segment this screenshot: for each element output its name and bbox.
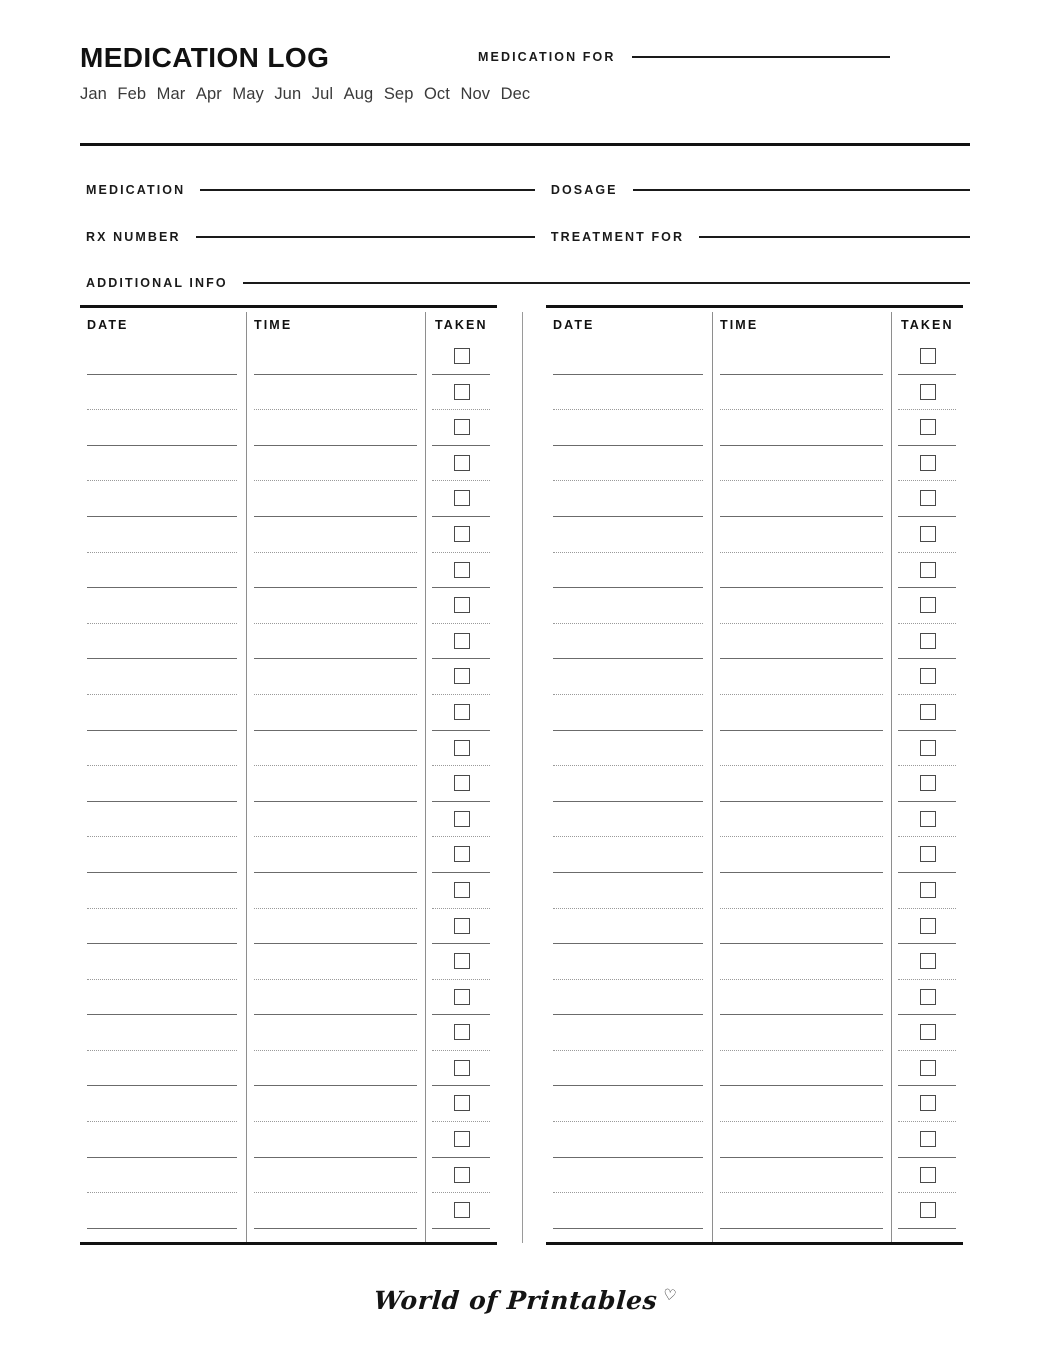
table-row[interactable] (426, 873, 498, 909)
field-row-1 (86, 178, 970, 202)
table-row[interactable] (80, 1193, 246, 1229)
taken-checkbox[interactable] (454, 704, 470, 720)
table-row[interactable] (80, 802, 246, 838)
table-row[interactable] (80, 659, 246, 695)
table-row[interactable] (892, 802, 964, 838)
table-row[interactable] (80, 339, 246, 375)
row-writing-line (720, 1228, 883, 1229)
table-row[interactable] (247, 517, 426, 553)
table-row[interactable] (546, 1122, 712, 1158)
table-row[interactable] (426, 1086, 498, 1122)
table-row[interactable] (247, 1158, 426, 1194)
brand-wordmark: World of Printables (373, 1286, 659, 1315)
table-row[interactable] (546, 517, 712, 553)
table-row[interactable] (713, 837, 892, 873)
table-row[interactable] (713, 909, 892, 945)
table-row[interactable] (546, 944, 712, 980)
table-row[interactable] (713, 1158, 892, 1194)
month-aug[interactable]: Aug (343, 85, 374, 103)
taken-checkbox[interactable] (454, 633, 470, 649)
log-table-left (80, 305, 497, 1245)
table-row[interactable] (426, 909, 498, 945)
table-row[interactable] (80, 944, 246, 980)
table-row[interactable] (892, 410, 964, 446)
header-divider (80, 143, 970, 146)
heart-icon: ♡ (661, 1286, 678, 1305)
taken-checkbox[interactable] (454, 989, 470, 1005)
table-row[interactable] (713, 375, 892, 411)
table-row[interactable] (247, 410, 426, 446)
table-row[interactable] (80, 624, 246, 660)
table-row[interactable] (247, 1051, 426, 1087)
table-row[interactable] (426, 588, 498, 624)
taken-checkbox[interactable] (454, 455, 470, 471)
table-row[interactable] (80, 837, 246, 873)
taken-checkbox[interactable] (920, 811, 936, 827)
column-rows-date (80, 339, 246, 1229)
taken-checkbox[interactable] (454, 775, 470, 791)
taken-checkbox[interactable] (920, 562, 936, 578)
table-row[interactable] (892, 873, 964, 909)
table-row[interactable] (892, 766, 964, 802)
month-jun[interactable]: Jun (274, 85, 302, 103)
taken-checkbox[interactable] (454, 1024, 470, 1040)
treatment-for-label: TREATMENT FOR (550, 229, 685, 244)
taken-checkbox[interactable] (920, 775, 936, 791)
table-row[interactable] (713, 446, 892, 482)
taken-checkbox[interactable] (454, 419, 470, 435)
table-row[interactable] (80, 980, 246, 1016)
table-row[interactable] (80, 766, 246, 802)
field-row-3 (86, 271, 970, 295)
rx-number-writing-line[interactable] (196, 236, 535, 238)
table-row[interactable] (892, 1086, 964, 1122)
taken-checkbox[interactable] (920, 1167, 936, 1183)
table-row[interactable] (80, 481, 246, 517)
table-row[interactable] (546, 802, 712, 838)
month-may[interactable]: May (232, 85, 264, 103)
taken-checkbox[interactable] (454, 1095, 470, 1111)
table-row[interactable] (247, 446, 426, 482)
table-row[interactable] (713, 624, 892, 660)
row-writing-line (553, 1228, 703, 1229)
taken-checkbox[interactable] (454, 597, 470, 613)
table-row[interactable] (247, 588, 426, 624)
table-bottom-border (80, 1242, 497, 1245)
table-row[interactable] (426, 695, 498, 731)
table-row[interactable] (546, 410, 712, 446)
table-row[interactable] (80, 695, 246, 731)
row-writing-line (432, 1228, 490, 1229)
table-row[interactable] (80, 873, 246, 909)
taken-checkbox[interactable] (920, 1095, 936, 1111)
column-header-time: TIME (720, 318, 759, 332)
rx-number-label: RX NUMBER (86, 229, 181, 244)
table-row[interactable] (80, 553, 246, 589)
table-row[interactable] (247, 339, 426, 375)
table-row[interactable] (247, 1015, 426, 1051)
month-apr[interactable]: Apr (195, 85, 222, 103)
taken-checkbox[interactable] (454, 526, 470, 542)
month-oct[interactable]: Oct (423, 85, 450, 103)
table-row[interactable] (713, 766, 892, 802)
table-row[interactable] (247, 659, 426, 695)
page-title: MEDICATION LOG (80, 42, 330, 73)
taken-checkbox[interactable] (454, 1167, 470, 1183)
table-row[interactable] (546, 1051, 712, 1087)
table-row[interactable] (247, 909, 426, 945)
table-row[interactable] (426, 410, 498, 446)
taken-checkbox[interactable] (920, 1060, 936, 1076)
column-date (546, 312, 712, 1243)
month-selector[interactable] (80, 85, 970, 104)
table-row[interactable] (713, 339, 892, 375)
table-row[interactable] (247, 802, 426, 838)
table-row[interactable] (426, 1193, 498, 1229)
table-row[interactable] (426, 1051, 498, 1087)
table-row[interactable] (247, 837, 426, 873)
table-row[interactable] (546, 695, 712, 731)
taken-checkbox[interactable] (920, 597, 936, 613)
table-row[interactable] (546, 1086, 712, 1122)
dosage-label: DOSAGE (550, 183, 618, 197)
taken-checkbox[interactable] (920, 953, 936, 969)
table-row[interactable] (892, 837, 964, 873)
taken-checkbox[interactable] (920, 490, 936, 506)
table-row[interactable] (892, 1158, 964, 1194)
medication-for-label: MEDICATION FOR (478, 50, 616, 64)
table-row[interactable] (713, 980, 892, 1016)
table-row[interactable] (892, 517, 964, 553)
table-row[interactable] (713, 802, 892, 838)
form-fields (86, 178, 970, 318)
medication-writing-line[interactable] (200, 189, 535, 191)
taken-checkbox[interactable] (920, 526, 936, 542)
column-header-taken: TAKEN (435, 318, 488, 332)
table-row[interactable] (713, 873, 892, 909)
table-row[interactable] (892, 695, 964, 731)
taken-checkbox[interactable] (920, 633, 936, 649)
table-row[interactable] (546, 1015, 712, 1051)
table-row[interactable] (426, 944, 498, 980)
table-row[interactable] (546, 1193, 712, 1229)
table-row[interactable] (247, 944, 426, 980)
table-row[interactable] (713, 588, 892, 624)
table-row[interactable] (546, 1158, 712, 1194)
table-row[interactable] (713, 731, 892, 767)
table-row[interactable] (80, 375, 246, 411)
table-row[interactable] (247, 1086, 426, 1122)
table-row[interactable] (426, 481, 498, 517)
table-row[interactable] (546, 481, 712, 517)
table-row[interactable] (546, 659, 712, 695)
table-row[interactable] (713, 410, 892, 446)
taken-checkbox[interactable] (454, 348, 470, 364)
taken-checkbox[interactable] (454, 384, 470, 400)
medication-field[interactable] (86, 183, 535, 197)
dosage-field[interactable] (551, 183, 970, 197)
table-row[interactable] (546, 375, 712, 411)
table-row[interactable] (247, 731, 426, 767)
taken-checkbox[interactable] (454, 740, 470, 756)
table-row[interactable] (80, 909, 246, 945)
table-row[interactable] (892, 1122, 964, 1158)
column-header-time: TIME (254, 318, 293, 332)
table-row[interactable] (713, 659, 892, 695)
medication-for-field[interactable] (478, 50, 890, 64)
table-row[interactable] (892, 1193, 964, 1229)
table-row[interactable] (892, 909, 964, 945)
table-row[interactable] (426, 624, 498, 660)
month-jul[interactable]: Jul (311, 85, 334, 103)
row-writing-line (898, 1228, 956, 1229)
table-top-border (546, 305, 963, 308)
table-row[interactable] (80, 1015, 246, 1051)
tables-center-separator (522, 312, 523, 1243)
column-rows-taken (892, 339, 964, 1229)
table-row[interactable] (892, 980, 964, 1016)
table-row[interactable] (426, 1015, 498, 1051)
taken-checkbox[interactable] (920, 1024, 936, 1040)
table-row[interactable] (80, 1122, 246, 1158)
column-header-date: DATE (87, 318, 129, 332)
additional-info-field[interactable] (86, 276, 970, 290)
table-row[interactable] (247, 695, 426, 731)
table-row[interactable] (80, 517, 246, 553)
table-row[interactable] (426, 517, 498, 553)
table-row[interactable] (546, 980, 712, 1016)
table-row[interactable] (80, 1086, 246, 1122)
rx-number-field[interactable] (86, 230, 535, 244)
table-row[interactable] (713, 1086, 892, 1122)
column-date (80, 312, 246, 1243)
treatment-for-writing-line[interactable] (699, 236, 970, 238)
table-row[interactable] (247, 1122, 426, 1158)
table-row[interactable] (546, 624, 712, 660)
table-row[interactable] (426, 837, 498, 873)
taken-checkbox[interactable] (920, 1202, 936, 1218)
month-mar[interactable]: Mar (156, 85, 186, 103)
table-row[interactable] (247, 481, 426, 517)
table-row[interactable] (892, 624, 964, 660)
taken-checkbox[interactable] (454, 846, 470, 862)
taken-checkbox[interactable] (920, 668, 936, 684)
taken-checkbox[interactable] (454, 918, 470, 934)
table-top-border (80, 305, 497, 308)
table-row[interactable] (892, 446, 964, 482)
table-row[interactable] (546, 909, 712, 945)
row-writing-line (87, 1228, 237, 1229)
table-bottom-border (546, 1242, 963, 1245)
table-row[interactable] (713, 517, 892, 553)
taken-checkbox[interactable] (920, 704, 936, 720)
taken-checkbox[interactable] (454, 811, 470, 827)
table-row[interactable] (546, 766, 712, 802)
taken-checkbox[interactable] (454, 1060, 470, 1076)
row-writing-line (254, 1228, 417, 1229)
column-taken (425, 312, 498, 1243)
taken-checkbox[interactable] (920, 1131, 936, 1147)
log-table-right (546, 305, 963, 1245)
table-row[interactable] (713, 481, 892, 517)
table-row[interactable] (426, 802, 498, 838)
month-dec[interactable]: Dec (500, 85, 531, 103)
taken-checkbox[interactable] (454, 490, 470, 506)
table-row[interactable] (892, 588, 964, 624)
table-row[interactable] (713, 1122, 892, 1158)
taken-checkbox[interactable] (920, 918, 936, 934)
column-rows-time (713, 339, 892, 1229)
table-row[interactable] (247, 375, 426, 411)
taken-checkbox[interactable] (920, 384, 936, 400)
table-row[interactable] (80, 588, 246, 624)
taken-checkbox[interactable] (920, 989, 936, 1005)
taken-checkbox[interactable] (920, 455, 936, 471)
table-row[interactable] (546, 837, 712, 873)
taken-checkbox[interactable] (454, 953, 470, 969)
table-row[interactable] (80, 410, 246, 446)
dosage-writing-line[interactable] (633, 189, 970, 191)
treatment-for-field[interactable] (551, 230, 970, 244)
column-time (246, 312, 426, 1243)
table-row[interactable] (713, 1015, 892, 1051)
table-row[interactable] (247, 624, 426, 660)
table-row[interactable] (546, 553, 712, 589)
table-row[interactable] (247, 766, 426, 802)
table-row[interactable] (892, 659, 964, 695)
table-row[interactable] (713, 553, 892, 589)
table-row[interactable] (247, 980, 426, 1016)
table-row[interactable] (426, 1158, 498, 1194)
column-rows-taken (426, 339, 498, 1229)
table-row[interactable] (426, 731, 498, 767)
table-row[interactable] (80, 446, 246, 482)
table-row[interactable] (247, 1193, 426, 1229)
table-row[interactable] (426, 766, 498, 802)
table-row[interactable] (546, 339, 712, 375)
footer (0, 1286, 1050, 1315)
taken-checkbox[interactable] (920, 882, 936, 898)
month-jan[interactable]: Jan (80, 85, 107, 103)
table-row[interactable] (426, 339, 498, 375)
column-time (712, 312, 892, 1243)
taken-checkbox[interactable] (920, 740, 936, 756)
field-row-2 (86, 225, 970, 249)
table-row[interactable] (426, 553, 498, 589)
table-row[interactable] (80, 1158, 246, 1194)
taken-checkbox[interactable] (920, 846, 936, 862)
table-row[interactable] (892, 944, 964, 980)
table-row[interactable] (713, 1193, 892, 1229)
additional-info-label: ADDITIONAL INFO (86, 276, 228, 290)
table-row[interactable] (892, 1015, 964, 1051)
table-row[interactable] (713, 1051, 892, 1087)
medication-label: MEDICATION (86, 183, 186, 197)
table-row[interactable] (426, 980, 498, 1016)
table-row[interactable] (713, 695, 892, 731)
taken-checkbox[interactable] (920, 348, 936, 364)
table-row[interactable] (892, 1051, 964, 1087)
table-row[interactable] (892, 481, 964, 517)
table-row[interactable] (247, 873, 426, 909)
taken-checkbox[interactable] (454, 1131, 470, 1147)
table-row[interactable] (80, 1051, 246, 1087)
table-row[interactable] (546, 446, 712, 482)
taken-checkbox[interactable] (454, 882, 470, 898)
taken-checkbox[interactable] (454, 668, 470, 684)
table-row[interactable] (713, 944, 892, 980)
taken-checkbox[interactable] (920, 419, 936, 435)
table-row[interactable] (426, 1122, 498, 1158)
table-row[interactable] (892, 731, 964, 767)
medication-for-writing-line[interactable] (632, 56, 891, 58)
table-row[interactable] (80, 731, 246, 767)
table-row[interactable] (426, 446, 498, 482)
column-rows-date (546, 339, 712, 1229)
table-row[interactable] (426, 659, 498, 695)
table-row[interactable] (546, 873, 712, 909)
table-row[interactable] (546, 588, 712, 624)
column-taken (891, 312, 964, 1243)
month-sep[interactable]: Sep (383, 85, 414, 103)
month-nov[interactable]: Nov (460, 85, 491, 103)
taken-checkbox[interactable] (454, 1202, 470, 1218)
table-row[interactable] (247, 553, 426, 589)
column-header-taken: TAKEN (901, 318, 954, 332)
additional-info-writing-line[interactable] (243, 282, 970, 284)
table-row[interactable] (892, 339, 964, 375)
month-feb[interactable]: Feb (117, 85, 147, 103)
medication-log-tables (80, 305, 970, 1245)
table-row[interactable] (892, 553, 964, 589)
table-row[interactable] (426, 375, 498, 411)
table-row[interactable] (546, 731, 712, 767)
column-rows-time (247, 339, 426, 1229)
taken-checkbox[interactable] (454, 562, 470, 578)
table-row[interactable] (892, 375, 964, 411)
column-header-date: DATE (553, 318, 595, 332)
